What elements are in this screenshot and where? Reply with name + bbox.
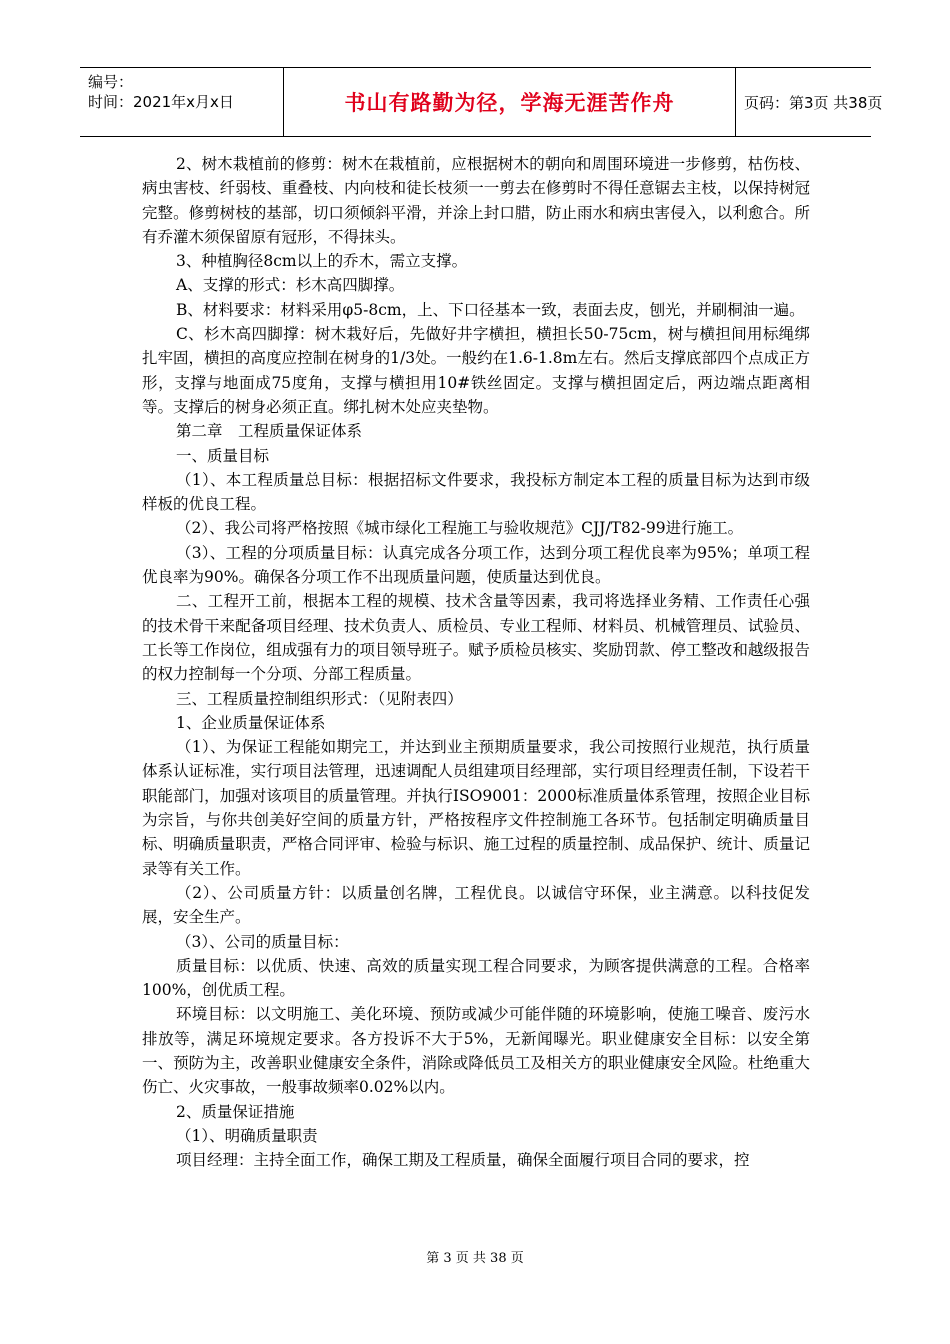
- chapter-heading: 第二章 工程质量保证体系: [176, 422, 363, 441]
- paragraph: （2）、我公司将严格按照《城市绿化工程施工与验收规范》CJJ/T82-99进行施工。: [176, 519, 744, 538]
- paragraph: （1）、明确质量职责: [176, 1126, 318, 1145]
- page-footer: 第 3 页 共 38 页: [426, 1251, 524, 1266]
- paragraph: 质量目标：以优质、快速、高效的质量实现工程合同要求，为顾客提供满意的工程。合格率100%，创优质工程。: [142, 956, 810, 1000]
- subsection-heading: 2、质量保证措施: [176, 1102, 295, 1121]
- date-label: 时间：2021年x月x日: [88, 93, 234, 111]
- section-heading: 三、工程质量控制组织形式：（见附表四）: [176, 689, 463, 708]
- paragraph: 项目经理：主持全面工作，确保工期及工程质量，确保全面履行项目合同的要求，控: [176, 1151, 750, 1170]
- header-left-cell: [80, 68, 284, 136]
- paragraph: 二、工程开工前，根据本工程的规模、技术含量等因素，我司将选择业务精、工作责任心强的技术骨干来配备项目经理、技术负责人、质检员、专业工程师、材料员、机械管理员、试验员、工长等工作岗位，组成强有力的项目领导班子。赋予质检员核实、奖励罚款、停工整改和越级报告的权力控制每一个分项、分部工程质量。: [142, 592, 810, 684]
- section-heading: 一、质量目标: [176, 446, 270, 465]
- paragraph: C、杉木高四脚撑：树木栽好后，先做好井字横担，横担长50-75cm，树与横担间用标绳绑扎牢固，横担的高度应控制在树身的1/3处。一般约在1.6-1.8m左右。然后支撑底部四个点成正方形，支撑与地面成75度角，支撑与横担用10#铁丝固定。支撑与横担固定后，两边端点距离相等。支撑后的树身必须正直。绑扎树木处应夹垫物。: [142, 325, 810, 416]
- header-middle-cell: [284, 68, 736, 136]
- paragraph: （2）、公司质量方针：以质量创名牌，工程优良。以诚信守环保，业主满意。以科技促发展，安全生产。: [142, 883, 810, 927]
- paragraph: 环境目标：以文明施工、美化环境、预防或减少可能伴随的环境影响，使施工噪音、废污水排放等，满足环境规定要求。各方投诉不大于5%，无新闻曝光。职业健康安全目标：以安全第一、预防为主，改善职业健康安全条件，消除或降低员工及相关方的职业健康安全风险。杜绝重大伤亡、火灾事故，一般事故频率0.02%以内。: [142, 1005, 810, 1097]
- page-header: [80, 67, 883, 137]
- header-page-info: 页码：第3页 共38页: [744, 93, 883, 112]
- paragraph: （3）、工程的分项质量目标：认真完成各分项工作，达到分项工程优良率为95%；单项工程优良率为90%。确保各分项工作不出现质量问题，使质量达到优良。: [142, 543, 810, 587]
- subsection-heading: 1、企业质量保证体系: [176, 713, 326, 732]
- document-body: [142, 152, 810, 1172]
- paragraph: （1）、本工程质量总目标：根据招标文件要求，我投标方制定本工程的质量目标为达到市级样板的优良工程。: [142, 470, 810, 514]
- paragraph: （3）、公司的质量目标：: [176, 932, 349, 951]
- paragraph: （1）、为保证工程能如期完工，并达到业主预期质量要求，我公司按照行业规范，执行质量体系认证标准，实行项目法管理，迅速调配人员组建项目经理部，实行项目经理责任制，下设若干职能部门，加强对该项目的质量管理。并执行ISO9001：2000标准质量体系管理，按照企业目标为宗旨，与你共创美好空间的质量方针，严格按程序文件控制施工各环节。包括制定明确质量目标、明确质量职责，严格合同评审、检验与标识、施工过程的质量控制、成品保护、统计、质量记录等有关工作。: [142, 738, 810, 878]
- header-motto: 书山有路勤为径，学海无涯苦作舟: [344, 91, 675, 115]
- header-right-cell: [736, 68, 883, 136]
- paragraph: 3、种植胸径8cm以上的乔木，需立支撑。: [176, 252, 468, 271]
- paragraph: A、支撑的形式：杉木高四脚撑。: [176, 276, 405, 295]
- paragraph: B、材料要求：材料采用φ5-8cm，上、下口径基本一致，表面去皮，刨光，并刷桐油一遍。: [176, 300, 805, 319]
- serial-label: 编号：: [88, 73, 134, 91]
- paragraph: 2、树木栽植前的修剪：树木在栽植前，应根据树木的朝向和周围环境进一步修剪，枯伤枝、病虫害枝、纤弱枝、重叠枝、内向枝和徒长枝须一一剪去在修剪时不得任意锯去主枝，以保持树冠完整。修剪树枝的基部，切口须倾斜平滑，并涂上封口腊，防止雨水和病虫害侵入，以利愈合。所有乔灌木须保留原有冠形，不得抹头。: [142, 155, 810, 246]
